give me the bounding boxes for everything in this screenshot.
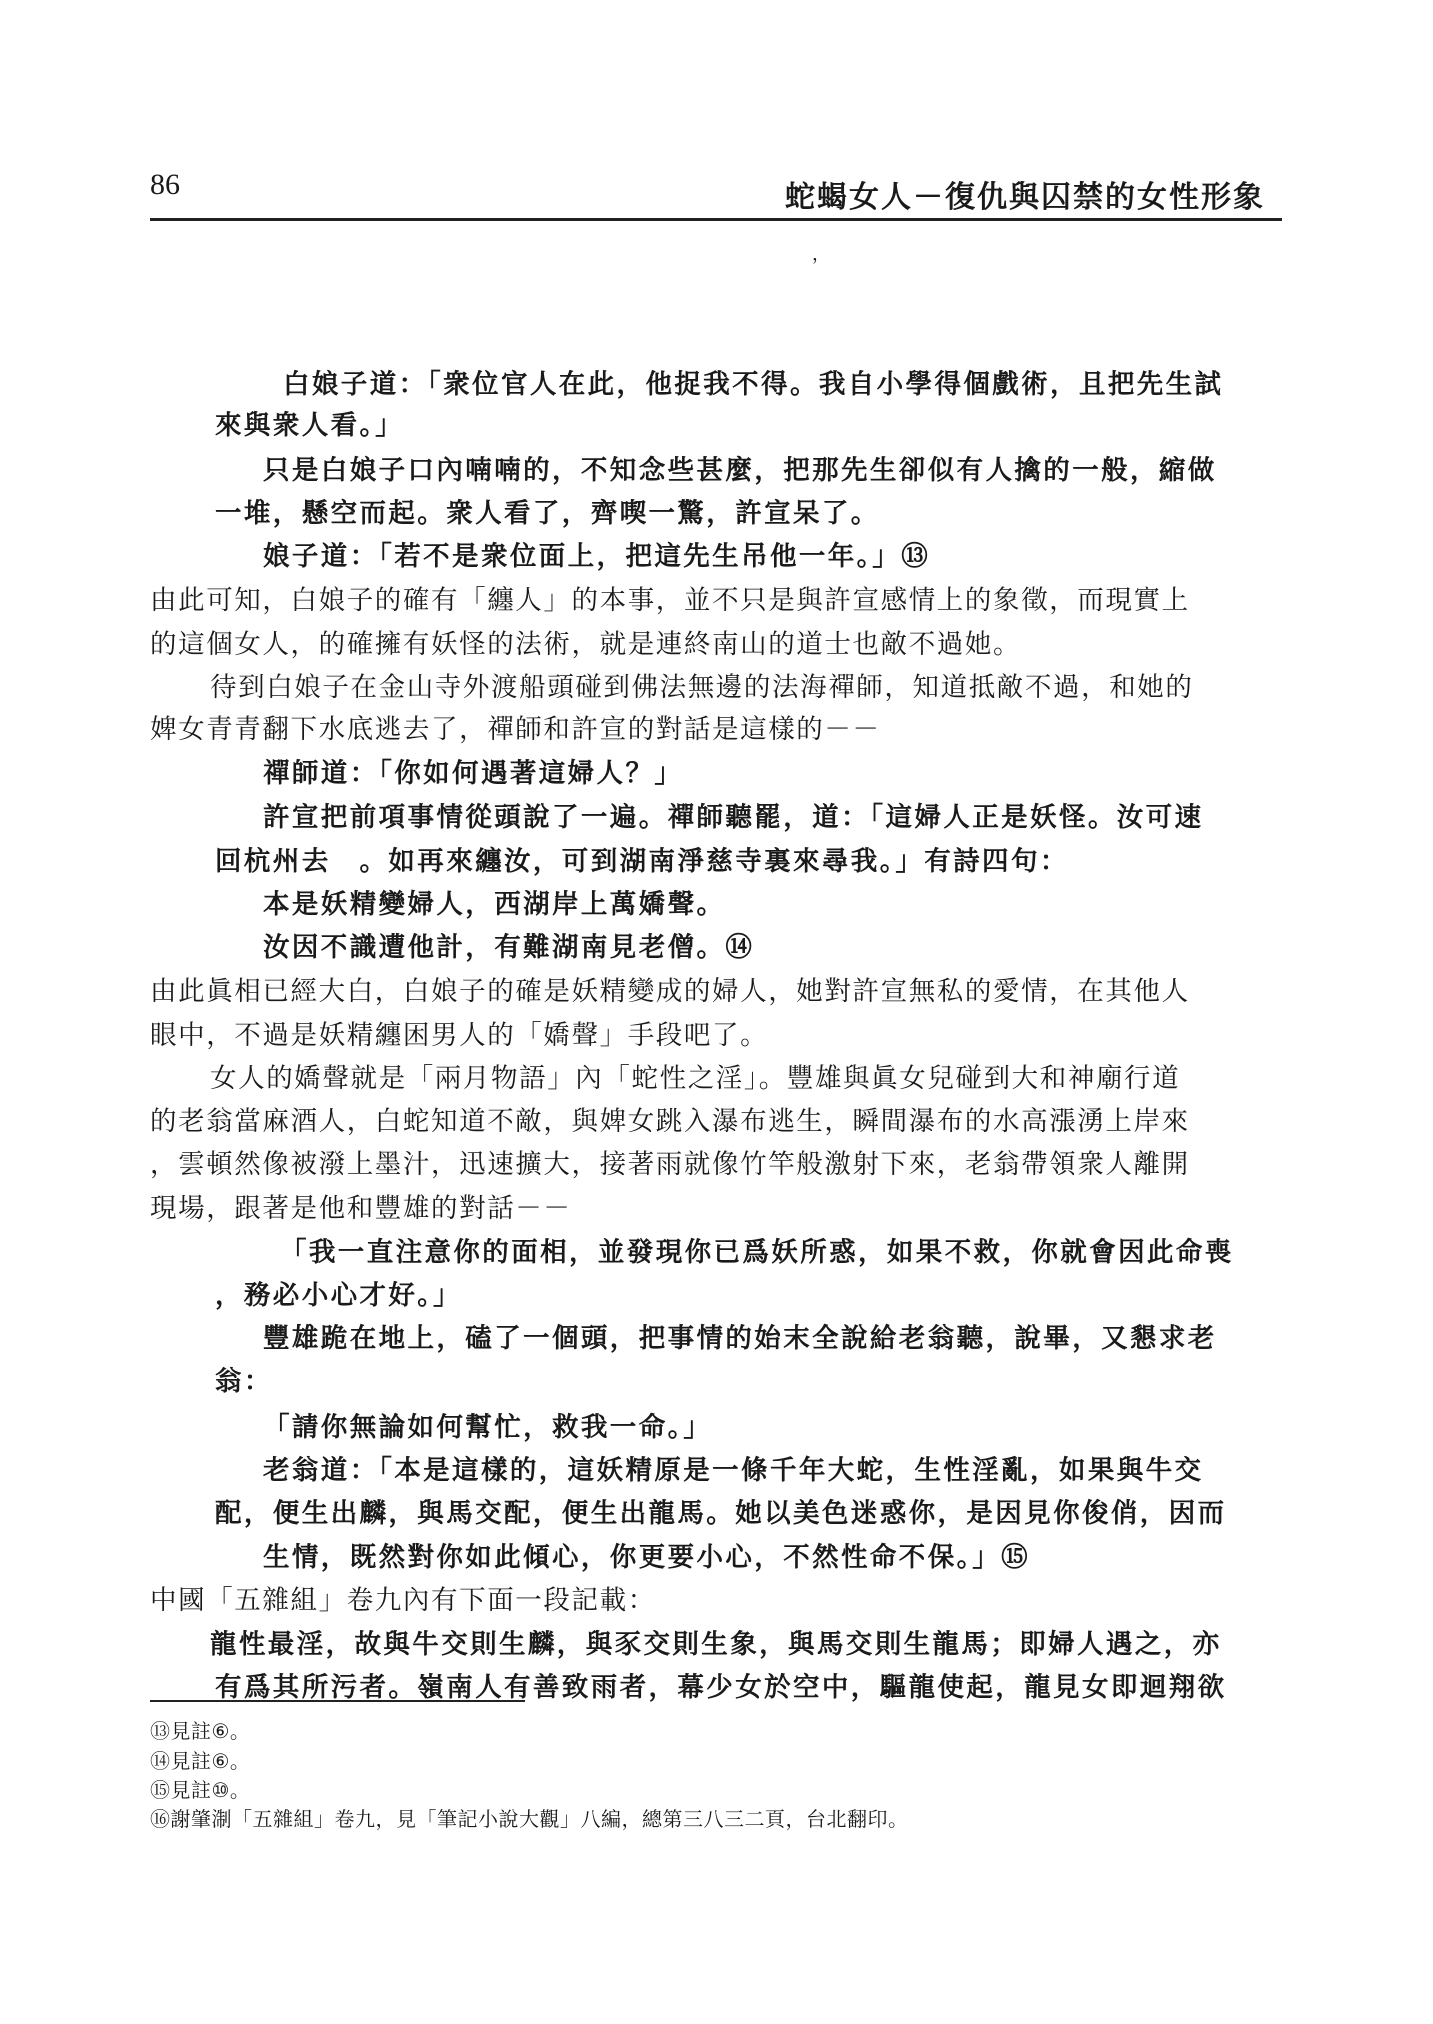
body-text-line: 的老翁當麻酒人，白蛇知道不敵，與婢女跳入瀑布逃生，瞬間瀑布的水高漲湧上岸來 [150, 1106, 1190, 1137]
quoted-passage-line: 豐雄跪在地上，磕了一個頭，把事情的始末全說給老翁聽，說畢，又懇求老 [263, 1323, 1217, 1354]
quoted-passage-line: 本是妖精變婦人，西湖岸上萬嬌聲。 [263, 889, 726, 920]
body-text-line: 婢女青青翻下水底逃去了，禪師和許宣的對話是這樣的－－ [150, 714, 881, 745]
body-text-line: 眼中，不過是妖精纏困男人的「嬌聲」手段吧了。 [150, 1020, 769, 1051]
header-rule [150, 218, 1282, 221]
quoted-passage-line: 一堆，懸空而起。衆人看了，齊喫一驚，許宣呆了。 [215, 498, 880, 529]
quoted-passage-line: 回杭州去 。如再來纏汝，可到湖南淨慈寺裏來尋我。」有詩四句： [215, 846, 1069, 877]
footnote: ⑬見註⑥。 [150, 1719, 251, 1743]
quoted-passage-line: 白娘子道：「衆位官人在此，他捉我不得。我自小學得個戲術，且把先生試 [283, 369, 1224, 400]
quoted-passage-line: 「請你無論如何幫忙，救我一命。」 [263, 1412, 713, 1443]
body-text-line: 由此可知，白娘子的確有「纏人」的本事，並不只是與許宣感情上的象徵，而現實上 [150, 585, 1190, 616]
quoted-passage-line: 翁： [215, 1366, 273, 1397]
quoted-passage-line: 「我一直注意你的面相，並發現你已爲妖所惑，如果不救，你就會因此命喪 [280, 1237, 1234, 1268]
quoted-passage-line: 許宣把前項事情從頭說了一遍。禪師聽罷，道：「這婦人正是妖怪。汝可速 [263, 802, 1204, 833]
quoted-passage-line: 龍性最淫，故與牛交則生麟，與豕交則生象，與馬交則生龍馬；即婦人遇之，亦 [210, 1629, 1222, 1660]
footnote: ⑮見註⑩。 [150, 1778, 251, 1802]
running-title: 蛇蝎女人－復仇與囚禁的女性形象 [785, 180, 1265, 215]
quoted-passage-line: 娘子道：「若不是衆位面上，把這先生吊他一年。」⑬ [263, 541, 931, 572]
quoted-passage-line: 配，便生出麟，與馬交配，便生出龍馬。她以美色迷惑你，是因見你俊俏，因而 [215, 1498, 1227, 1529]
footnote-rule [150, 1700, 525, 1702]
quoted-passage-line: 生情，既然對你如此傾心，你更要小心，不然性命不保。」⑮ [263, 1542, 1031, 1573]
quoted-passage-line: 只是白娘子口內喃喃的，不知念些甚麼，把那先生卻似有人擒的一般，縮做 [263, 455, 1217, 486]
footnote: ⑯謝肇淛「五雜組」卷九，見「筆記小說大觀」八編，總第三八三二頁，台北翻印。 [150, 1807, 909, 1831]
page-number: 86 [150, 168, 180, 201]
footnote: ⑭見註⑥。 [150, 1749, 251, 1773]
quoted-passage-line: 有爲其所污者。嶺南人有善致雨者，幕少女於空中，驅龍使起，龍見女即迴翔欲 [215, 1672, 1227, 1703]
body-text-line: 中國「五雜組」卷九內有下面一段記載： [150, 1585, 656, 1616]
body-text-line: 由此眞相已經大白，白娘子的確是妖精變成的婦人，她對許宣無私的愛情，在其他人 [150, 976, 1190, 1007]
quoted-passage-line: 來與衆人看。」 [215, 410, 405, 441]
stray-mark: ， [812, 244, 830, 265]
body-text-line: 待到白娘子在金山寺外渡船頭碰到佛法無邊的法海禪師，知道抵敵不過，和她的 [210, 672, 1194, 703]
body-text-line: ，雲頓然像被潑上墨汁，迅速擴大，接著雨就像竹竿般激射下來，老翁帶領衆人離開 [150, 1149, 1190, 1180]
quoted-passage-line: ，務必小心才好。」 [215, 1280, 462, 1311]
quoted-passage-line: 老翁道：「本是這樣的，這妖精原是一條千年大蛇，生性淫亂，如果與牛交 [263, 1455, 1204, 1486]
body-text-line: 女人的嬌聲就是「兩月物語」內「蛇性之淫」。豐雄與眞女兒碰到大和神廟行道 [210, 1063, 1181, 1094]
body-text-line: 現場，跟著是他和豐雄的對話－－ [150, 1193, 572, 1224]
quoted-passage-line: 禪師道：「你如何遇著這婦人？」 [263, 758, 684, 789]
quoted-passage-line: 汝因不識遭他計，有難湖南見老僧。⑭ [263, 932, 755, 963]
body-text-line: 的這個女人，的確擁有妖怪的法術，就是連終南山的道士也敵不過她。 [150, 629, 1022, 660]
